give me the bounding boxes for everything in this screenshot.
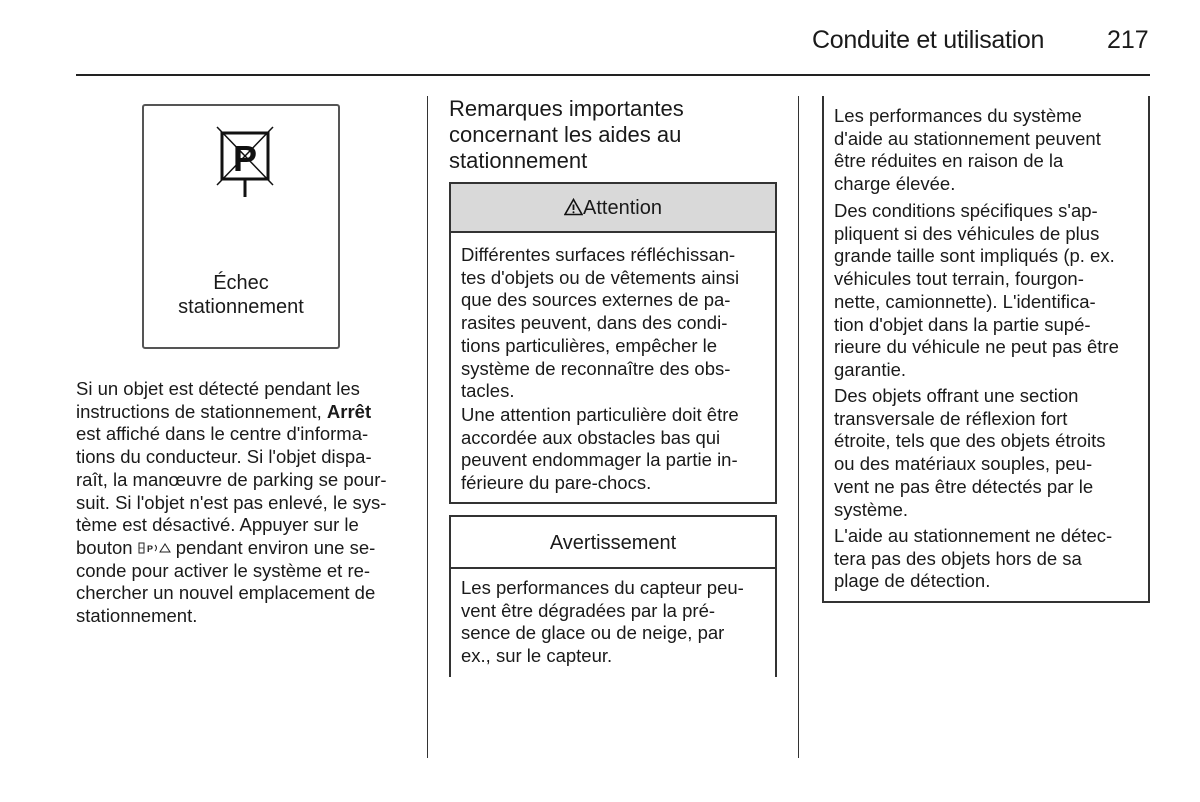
attention-heading: Attention [451,184,775,233]
warning-box [449,515,777,677]
warning-heading: Avertissement [451,517,775,569]
display-line-1: Échec [213,272,269,294]
col3-paragraph-3: Des objets offrant une section transversale de réflexion fort étroite, tels que des objets étroits ou des matériaux souples, peu- vent ne pas être détectés par le système. [834,385,1106,520]
warning-paragraph: Les performances du capteur peu- vent être dégradées par la pré- sence de glace ou de neige, par ex., sur le capteur. [461,577,744,667]
col3-paragraph-4: L'aide au stationnement ne détec- tera pas des objets hors de sa plage de détection. [834,525,1113,592]
column-divider-left [427,96,428,758]
column-divider-right [798,96,799,758]
section-title: Remarques importantes concernant les aides au stationnement [449,96,684,173]
col3-paragraph-1: Les performances du système d'aide au stationnement peuvent être réduites en raison de la charge élevée. [834,105,1101,195]
bold-word-arret: Arrêt [326,400,372,422]
svg-text:P: P [146,543,153,554]
col3-paragraph-2: Des conditions spécifiques s'ap- pliquent si des véhicules de plus grande taille sont impliqués (p. ex. véhicules tout terrain, fourgon- nette, camionnette). L'identifica- tion d'objet dans la partie supé- rieure du véhicule ne peut pas être garantie. [834,200,1119,380]
parking-display-illustration [142,104,340,349]
header-rule [76,74,1150,76]
continued-notice-box [822,96,1150,603]
display-line-2: stationnement [178,296,304,318]
parking-assist-button-icon [138,541,172,555]
attention-paragraph-1: Différentes surfaces réfléchissan- tes d'objets ou de vêtements ainsi que des sources externes de pa- rasites peuvent, dans des condi- tions particulières, empêcher le système de reconnaître des obs- tacles. [461,244,740,402]
svg-text:P: P [232,138,258,179]
page-number: 217 [1107,26,1149,54]
attention-box [449,182,777,504]
warning-triangle-icon [564,198,583,216]
attention-paragraph-2: Une attention particulière doit être accordée aux obstacles bas qui peuvent endommager la partie in- férieure du pare-chocs. [461,404,739,494]
page-header-title: Conduite et utilisation [812,26,1045,54]
parking-cross-icon [215,125,275,200]
column-1-paragraph: Si un objet est détecté pendant les instructions de stationnement, Arrêt est affiché dans le centre d'informa- tions du conducteur. Si l'objet dispa- raît, la manœuvre de parking se pour- suit. Si l'objet n'est pas enlevé, le sys- tème est désactivé. Appuyer sur le bouton P pendant environ une se- conde pour activer le système et re- chercher un nouvel emplacement de stationnement. [76,378,387,627]
